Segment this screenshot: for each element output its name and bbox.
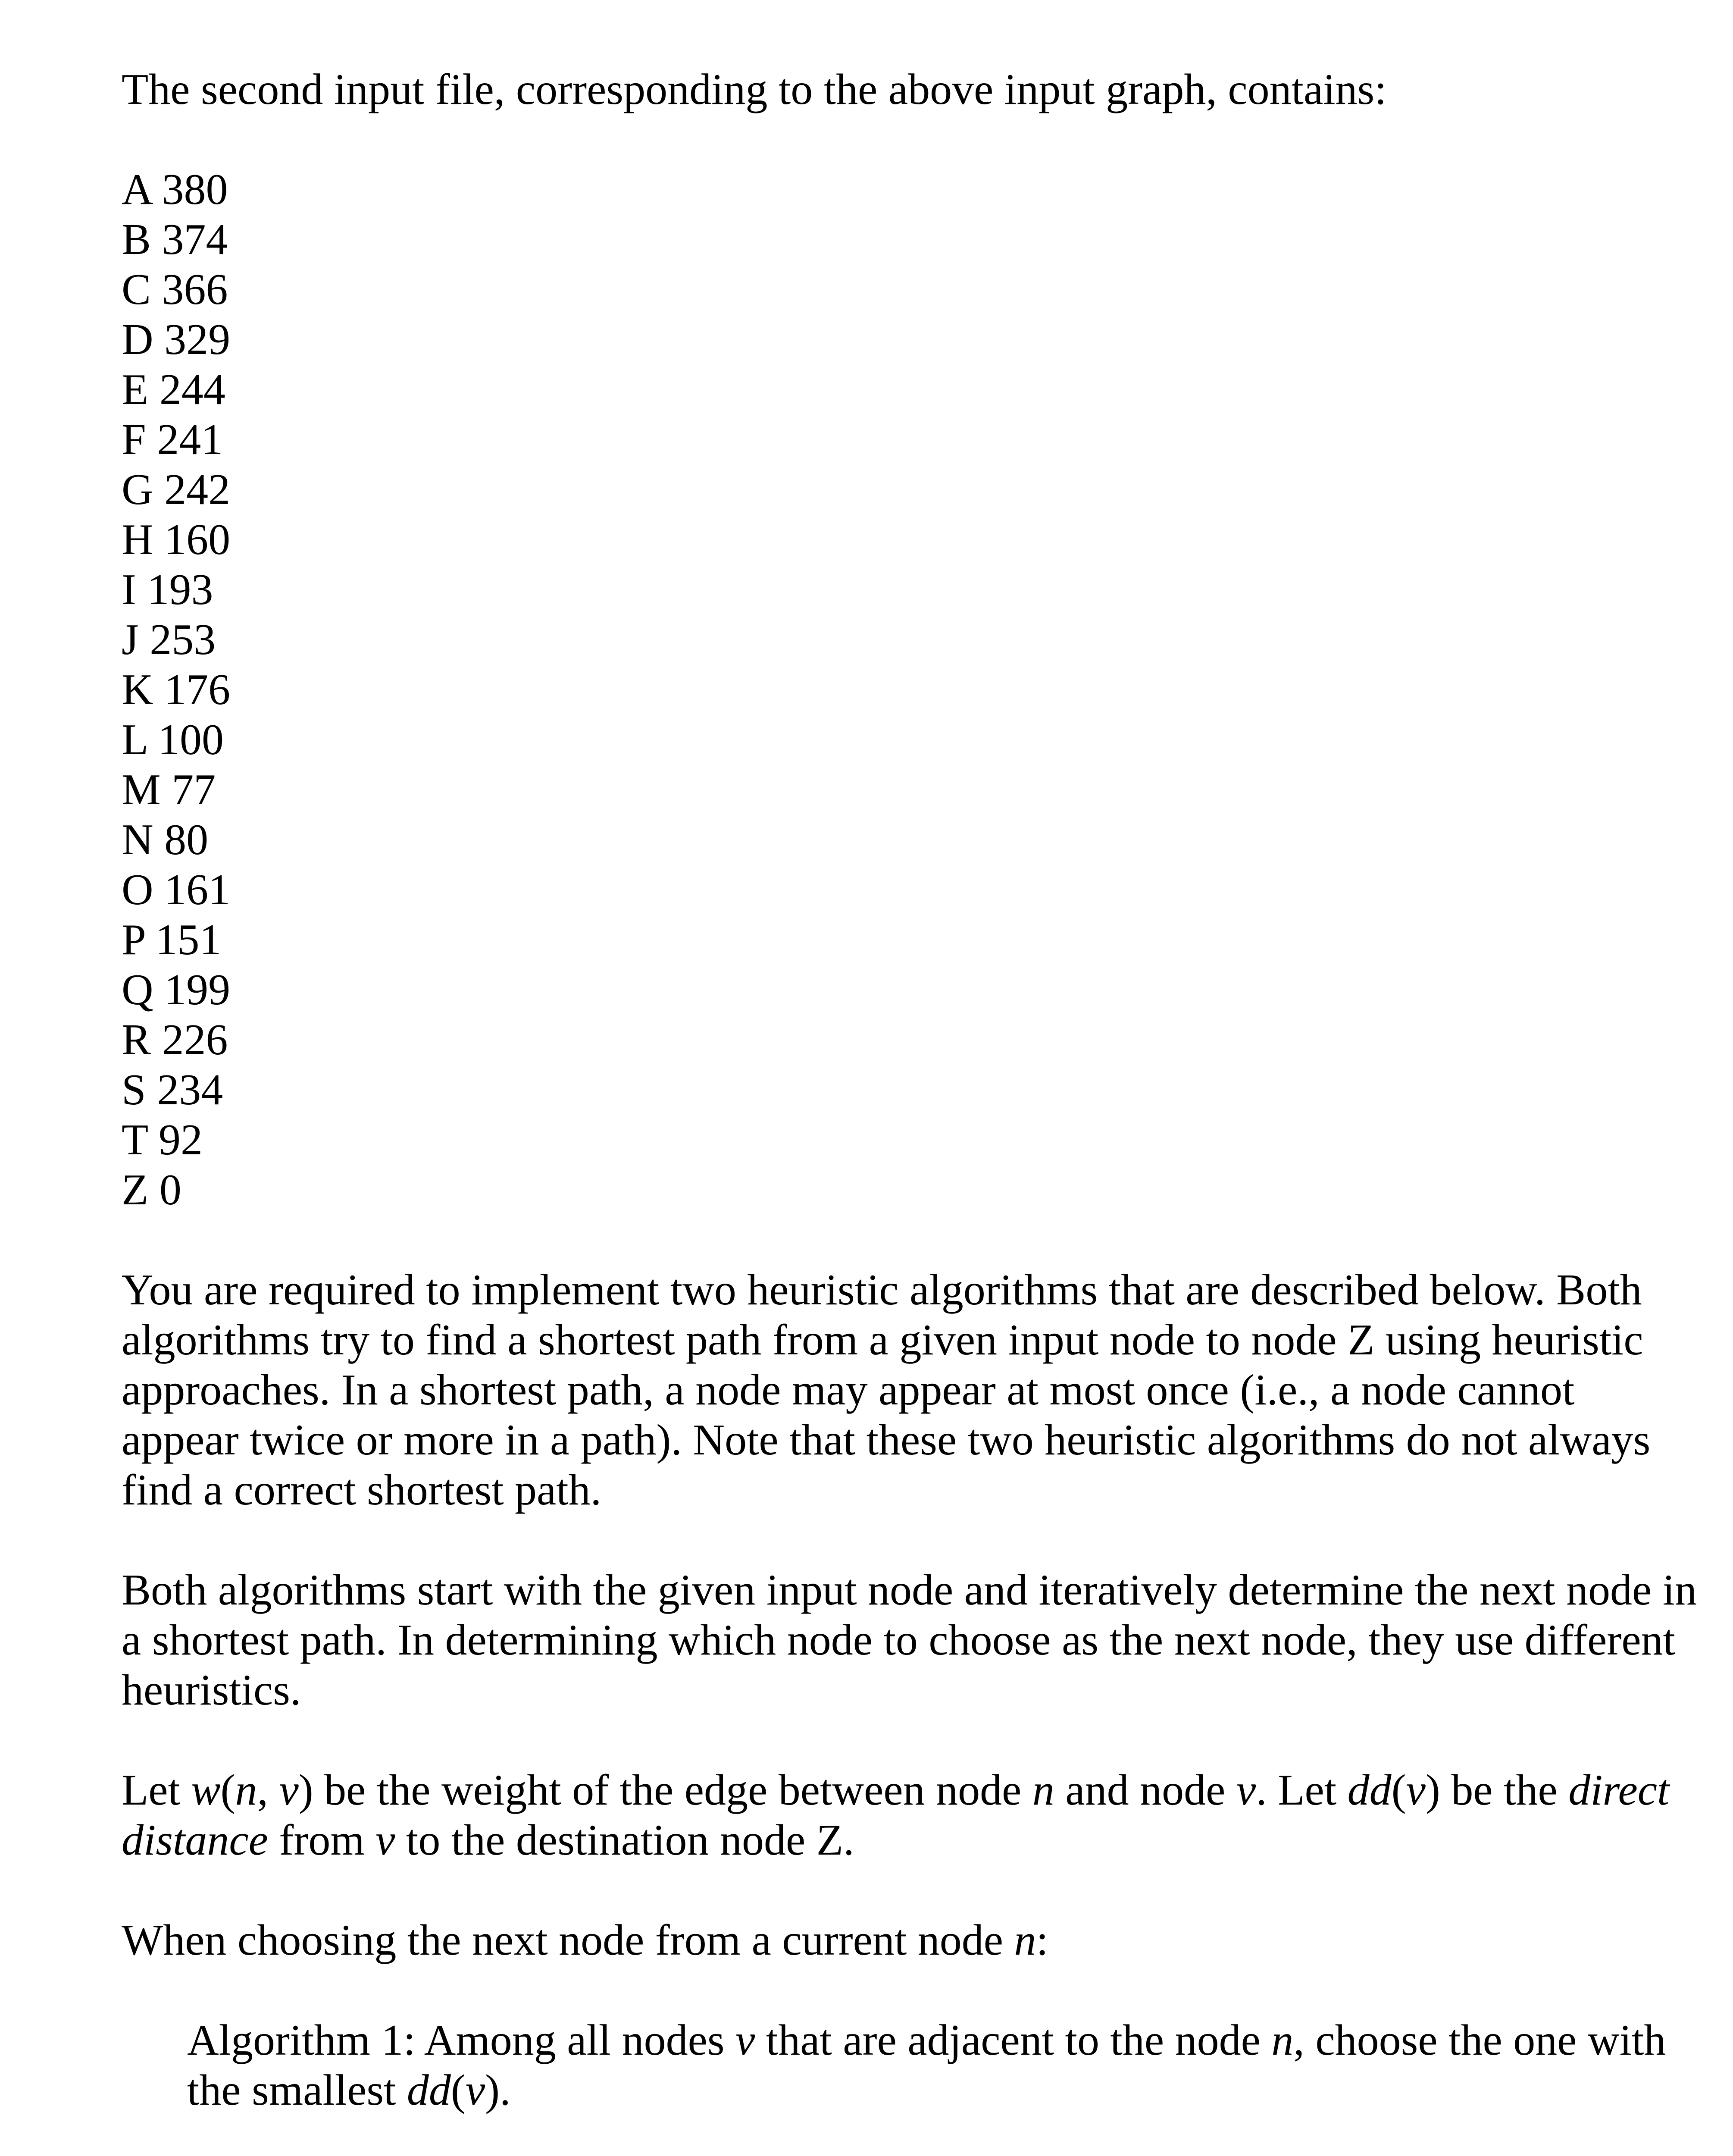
- node-name: S: [122, 1065, 146, 1114]
- node-direct-distance: 329: [164, 315, 231, 364]
- node-direct-distance: 160: [164, 515, 231, 564]
- node-entry: [122, 315, 1699, 365]
- node-entry: [122, 1165, 1699, 1215]
- node-direct-distance: 380: [162, 165, 228, 214]
- node-name: A: [122, 165, 151, 214]
- node-direct-distance: 161: [164, 865, 231, 914]
- node-direct-distance: 241: [157, 415, 223, 464]
- node-entry: [122, 465, 1699, 515]
- heuristic-node-list: [122, 165, 1699, 1215]
- node-name: M: [122, 765, 161, 814]
- node-name: O: [122, 865, 153, 914]
- node-entry: [122, 215, 1699, 265]
- node-direct-distance: 77: [172, 765, 216, 814]
- node-entry: [122, 265, 1699, 315]
- node-name: J: [122, 615, 139, 664]
- node-entry: [122, 715, 1699, 765]
- node-name: T: [122, 1116, 148, 1164]
- node-entry: [122, 615, 1699, 665]
- node-direct-distance: 80: [164, 815, 209, 864]
- document-page: [122, 65, 1699, 2156]
- node-entry: [122, 515, 1699, 565]
- node-entry: [122, 365, 1699, 415]
- intro-text: The second input file, corresponding to the above input graph, contains:: [122, 65, 1387, 114]
- node-direct-distance: 0: [159, 1166, 181, 1214]
- algorithm-1-description: Algorithm 1: Among all nodes v that are adjacent to the node n, choose the one with the smallest dd(v).: [187, 2016, 1666, 2115]
- paragraph-requirements: You are required to implement two heuristic algorithms that are described below. Both algorithms try to find a shortest path from a given input node to node Z using heuristic approaches. In a shortest path, a node may appear at most once (i.e., a node cannot appear twice or more in a path). Note that these two heuristic algorithms do not always find a correct shortest path.: [122, 1266, 1651, 1514]
- node-name: D: [122, 315, 153, 364]
- node-direct-distance: 253: [150, 615, 216, 664]
- node-direct-distance: 374: [162, 215, 228, 264]
- node-direct-distance: 151: [155, 915, 222, 964]
- node-direct-distance: 100: [158, 715, 224, 764]
- node-direct-distance: 242: [164, 465, 231, 514]
- node-direct-distance: 226: [162, 1015, 228, 1064]
- node-name: B: [122, 215, 151, 264]
- paragraph-iteration: Both algorithms start with the given input node and iteratively determine the next node in a shortest path. In determining which node to choose as the next node, they use different heuristics.: [122, 1566, 1697, 1714]
- node-direct-distance: 176: [164, 665, 231, 714]
- paragraph-choosing: When choosing the next node from a current node n:: [122, 1916, 1048, 1965]
- node-entry: [122, 665, 1699, 715]
- node-direct-distance: 199: [164, 965, 231, 1014]
- node-entry: [122, 165, 1699, 215]
- node-name: P: [122, 915, 144, 964]
- node-name: K: [122, 665, 153, 714]
- node-name: E: [122, 365, 149, 414]
- node-entry: [122, 1065, 1699, 1115]
- node-entry: [122, 1115, 1699, 1165]
- node-entry: [122, 965, 1699, 1015]
- node-name: L: [122, 715, 147, 764]
- node-name: I: [122, 565, 136, 614]
- node-entry: [122, 815, 1699, 865]
- node-name: R: [122, 1015, 151, 1064]
- node-direct-distance: 193: [147, 565, 213, 614]
- node-direct-distance: 244: [159, 365, 225, 414]
- node-name: Z: [122, 1166, 149, 1214]
- node-direct-distance: 92: [158, 1116, 203, 1164]
- node-name: H: [122, 515, 153, 564]
- node-entry: [122, 415, 1699, 465]
- node-entry: [122, 1015, 1699, 1065]
- node-entry: [122, 565, 1699, 615]
- node-name: G: [122, 465, 153, 514]
- node-direct-distance: 234: [157, 1065, 223, 1114]
- node-name: Q: [122, 965, 153, 1014]
- node-name: F: [122, 415, 146, 464]
- node-name: C: [122, 265, 151, 314]
- node-direct-distance: 366: [162, 265, 228, 314]
- paragraph-definitions: Let w(n, v) be the weight of the edge between node n and node v. Let dd(v) be the direct distance from v to the destination node Z.: [122, 1766, 1670, 1865]
- node-entry: [122, 915, 1699, 965]
- node-name: N: [122, 815, 153, 864]
- node-entry: [122, 765, 1699, 815]
- node-entry: [122, 865, 1699, 915]
